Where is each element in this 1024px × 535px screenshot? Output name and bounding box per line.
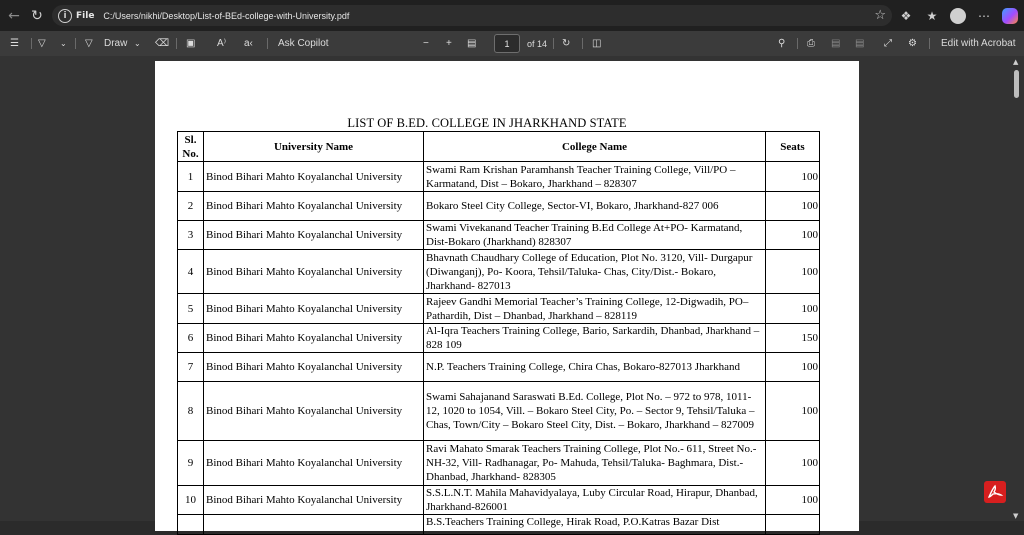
cell-university: Binod Bihari Mahto Koyalanchal University [204,353,424,382]
table-row [178,324,820,353]
cell-university [204,515,424,535]
cell-university: Binod Bihari Mahto Koyalanchal University [204,486,424,515]
translate-icon[interactable]: a‹ [244,38,253,49]
scroll-up-icon[interactable]: ▲ [1013,58,1019,66]
cell-college: Rajeev Gandhi Memorial Teacher’s Training College, 12-Digwadih, PO–Pathardih, Dist – Dhanbad, Jharkhand – 828119 [424,294,766,324]
save-as-icon[interactable]: ▤ [855,38,865,49]
extensions-icon[interactable]: ❖ [900,9,912,23]
toolbar-divider [176,38,177,49]
favorites-icon[interactable]: ★ [926,9,938,23]
refresh-icon[interactable]: ↻ [31,8,43,24]
cell-seats: 100 [766,353,820,382]
page-view-icon[interactable]: ◫ [592,38,602,49]
rotate-icon[interactable]: ↻ [562,38,571,49]
header-seats: Seats [766,132,820,162]
draw-dropdown-icon[interactable]: ⌄ [134,39,141,48]
cell-sl-no: 5 [178,294,204,324]
cell-university: Binod Bihari Mahto Koyalanchal University [204,382,424,441]
table-row [178,441,820,486]
read-aloud-icon[interactable]: A⁾ [217,38,227,49]
table-row [178,221,820,250]
table-row [178,515,820,535]
cell-university: Binod Bihari Mahto Koyalanchal University [204,294,424,324]
cell-university: Binod Bihari Mahto Koyalanchal University [204,221,424,250]
table-row [178,294,820,324]
cell-sl-no: 8 [178,382,204,441]
ask-copilot-button[interactable]: Ask Copilot [278,38,329,49]
cell-sl-no: 6 [178,324,204,353]
cell-college: Ravi Mahato Smarak Teachers Training College, Plot No.- 611, Street No.-NH-32, Vill- Radhanagar, Po- Mahuda, Tehsil/Taluka- Baghmara, Dist.-Dhanbad, Jharkhand- 828305 [424,441,766,486]
cell-sl-no: 1 [178,162,204,192]
fit-page-icon[interactable]: ▤ [467,38,477,49]
table-row [178,250,820,294]
highlight-dropdown-icon[interactable]: ⌄ [60,39,67,48]
table-row [178,162,820,192]
more-icon[interactable]: ⋯ [978,9,990,23]
toolbar-divider [267,38,268,49]
text-box-icon[interactable]: ▣ [186,38,196,49]
acrobat-icon[interactable] [984,481,1006,503]
cell-seats: 100 [766,221,820,250]
copilot-icon[interactable] [1000,6,1020,26]
header-university: University Name [204,132,424,162]
pdf-page [155,61,859,531]
cell-university: Binod Bihari Mahto Koyalanchal University [204,250,424,294]
cell-sl-no: 10 [178,486,204,515]
vertical-scrollbar[interactable] [1012,56,1022,521]
cell-university: Binod Bihari Mahto Koyalanchal University [204,192,424,221]
page-total: of 14 [527,38,548,49]
cell-sl-no: 9 [178,441,204,486]
toolbar-divider [553,38,554,49]
cell-seats [766,515,820,535]
cell-college: B.S.Teachers Training College, Hirak Road, P.O.Katras Bazar Dist [424,515,766,535]
table-header-row [178,132,820,162]
settings-gear-icon[interactable]: ⚙ [908,38,917,49]
draw-icon[interactable]: ▽ [85,38,93,49]
toolbar-divider [929,38,930,49]
print-icon[interactable]: ⎙ [807,38,815,49]
table-row [178,192,820,221]
cell-seats: 150 [766,324,820,353]
table-row [178,382,820,441]
scroll-down-icon[interactable]: ▼ [1013,512,1019,520]
fullscreen-icon[interactable]: ⤢ [884,38,892,49]
draw-button[interactable]: Draw [104,38,128,49]
edit-with-acrobat-button[interactable]: Edit with Acrobat [941,38,1016,49]
cell-sl-no: 7 [178,353,204,382]
cell-college: Swami Vivekanand Teacher Training B.Ed College At+PO- Karmatand, Dist-Bokaro (Jharkhand) 828307 [424,221,766,250]
scroll-thumb[interactable] [1014,70,1019,98]
cell-seats: 100 [766,162,820,192]
toolbar-divider [75,38,76,49]
cell-college: Al-Iqra Teachers Training College, Bario, Sarkardih, Dhanbad, Jharkhand – 828 109 [424,324,766,353]
profile-avatar[interactable] [948,6,968,26]
back-icon[interactable]: ← [8,8,20,24]
cell-sl-no: 3 [178,221,204,250]
info-icon[interactable]: i [58,9,72,23]
zoom-in-icon[interactable]: + [446,38,452,49]
pdf-toolbar [0,31,1024,56]
cell-university: Binod Bihari Mahto Koyalanchal University [204,324,424,353]
star-icon[interactable]: ☆ [874,8,886,23]
college-table [177,131,820,535]
document-title: LIST OF B.ED. COLLEGE IN JHARKHAND STATE [347,116,627,130]
browser-top-bar [0,0,1024,31]
cell-seats: 100 [766,192,820,221]
toolbar-divider [797,38,798,49]
cell-college: S.S.L.N.T. Mahila Mahavidyalaya, Luby Circular Road, Hirapur, Dhanbad, Jharkhand-826001 [424,486,766,515]
search-icon[interactable]: ⚲ [778,38,786,49]
table-row [178,486,820,515]
cell-sl-no: 2 [178,192,204,221]
cell-university: Binod Bihari Mahto Koyalanchal University [204,162,424,192]
cell-seats: 100 [766,250,820,294]
contents-icon[interactable]: ☰ [10,38,19,49]
cell-sl-no: 4 [178,250,204,294]
toolbar-divider [31,38,32,49]
cell-sl-no [178,515,204,535]
cell-college: N.P. Teachers Training College, Chira Chas, Bokaro-827013 Jharkhand [424,353,766,382]
pdf-viewer[interactable] [0,56,1024,528]
address-bar[interactable] [52,5,892,26]
url-text[interactable]: C:/Users/nikhi/Desktop/List-of-BEd-college-with-University.pdf [103,10,350,21]
cell-college: Swami Sahajanand Saraswati B.Ed. College, Plot No. – 972 to 978, 1011-12, 1020 to 1054, Vill. – Bokaro Steel City, Po. – Sector 9, Tehsil/Taluka – Chas, Town/City – Bokaro Steel City, Dist. – Bokaro, Jharkhand – 827009 [424,382,766,441]
cell-seats: 100 [766,486,820,515]
table-row [178,353,820,382]
highlight-icon[interactable]: ▽ [38,38,46,49]
cell-seats: 100 [766,382,820,441]
toolbar-divider [582,38,583,49]
header-sl-no: Sl. No. [178,132,204,162]
browser-actions [896,6,1020,26]
cell-seats: 100 [766,441,820,486]
header-college: College Name [424,132,766,162]
zoom-out-icon[interactable]: − [423,38,429,49]
cell-university: Binod Bihari Mahto Koyalanchal University [204,441,424,486]
cell-college: Bhavnath Chaudhary College of Education, Plot No. 3120, Vill- Durgapur (Diwanganj), Po- Koora, Tehsil/Taluka- Chas, City/Dist.- Bokaro, Jharkhand- 827013 [424,250,766,294]
cell-college: Swami Ram Krishan Paramhansh Teacher Training College, Vill/PO – Karmatand, Dist – Bokaro, Jharkhand – 828307 [424,162,766,192]
file-scheme-label: File [76,10,95,21]
cell-college: Bokaro Steel City College, Sector-VI, Bokaro, Jharkhand-827 006 [424,192,766,221]
save-icon[interactable]: ▤ [831,38,841,49]
page-number-input[interactable]: 1 [494,34,520,53]
eraser-icon[interactable]: ⌫ [155,38,170,49]
cell-seats: 100 [766,294,820,324]
